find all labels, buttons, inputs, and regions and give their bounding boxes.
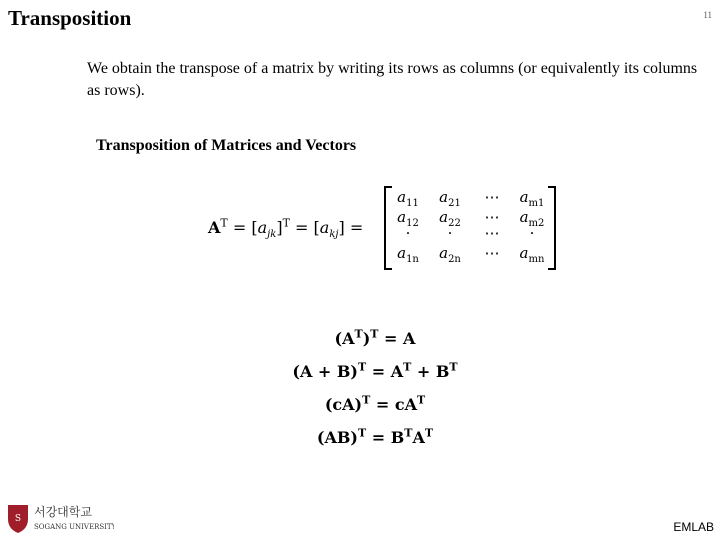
property-equation: $(A + B)^T = A^T + B^T$ bbox=[292, 360, 458, 381]
transpose-properties bbox=[280, 322, 470, 454]
matrix-cell: · bbox=[447, 224, 453, 242]
matrix-cell: $a_{2n}$ bbox=[439, 244, 461, 265]
svg-text:서강대학교: 서강대학교 bbox=[34, 505, 92, 519]
subscript-kj: kj bbox=[329, 229, 339, 241]
transpose-definition bbox=[208, 214, 363, 242]
equals-sign-3: = bbox=[349, 218, 364, 237]
university-emblem-icon bbox=[6, 502, 114, 534]
matrix-cell: ⋯ bbox=[484, 188, 500, 206]
property-equation: $(cA)^T = cA^T$ bbox=[324, 393, 426, 414]
transpose-matrix bbox=[384, 186, 556, 270]
intro-paragraph: We obtain the transpose of a matrix by writing its rows as columns (or equivalently its columns as rows). bbox=[87, 60, 698, 99]
matrix-cell: ⋯ bbox=[484, 208, 500, 226]
svg-text:SOGANG UNIVERSITY: SOGANG UNIVERSITY bbox=[34, 523, 114, 531]
matrix-cell: ⋯ bbox=[484, 224, 500, 242]
matrix-cell: ⋯ bbox=[484, 244, 500, 262]
matrix-cell: $a_{11}$ bbox=[397, 188, 419, 209]
property-equation: $(A^T)^T = A$ bbox=[334, 327, 416, 348]
transpose-superscript-2: T bbox=[282, 216, 290, 230]
matrix-cell: $a_{21}$ bbox=[439, 188, 461, 209]
svg-text:S: S bbox=[14, 514, 22, 524]
bracket-close-2: ] bbox=[338, 218, 345, 237]
element-ajk: a bbox=[257, 218, 268, 237]
equals-sign-2: = bbox=[295, 218, 309, 237]
matrix-a-symbol: A bbox=[208, 218, 221, 237]
matrix-cell: $a_{22}$ bbox=[439, 208, 461, 229]
transpose-superscript: T bbox=[220, 216, 228, 230]
element-akj: a bbox=[319, 218, 330, 237]
matrix-cell: $a_{mn}$ bbox=[519, 244, 545, 265]
matrix-cell: $a_{m1}$ bbox=[519, 188, 545, 209]
slide-title: Transposition bbox=[8, 6, 132, 30]
bracket-close: ] bbox=[276, 218, 283, 237]
page-number: 11 bbox=[703, 10, 712, 20]
matrix-cell: $a_{m2}$ bbox=[519, 208, 545, 229]
matrix-cell: · bbox=[405, 224, 411, 242]
matrix-cell: $a_{12}$ bbox=[397, 208, 419, 229]
matrix-cell: · bbox=[529, 224, 535, 242]
footer-lab-name: EMLAB bbox=[673, 520, 714, 534]
equals-sign: = bbox=[232, 218, 247, 237]
university-logo bbox=[6, 502, 114, 534]
subscript-jk: jk bbox=[267, 229, 277, 241]
bracket-open-2: [ bbox=[313, 218, 320, 237]
section-subtitle: Transposition of Matrices and Vectors bbox=[96, 137, 357, 154]
matrix-cell: $a_{1n}$ bbox=[397, 244, 419, 265]
property-equation: $(AB)^T = B^TA^T$ bbox=[316, 426, 434, 447]
bracket-open: [ bbox=[251, 218, 258, 237]
